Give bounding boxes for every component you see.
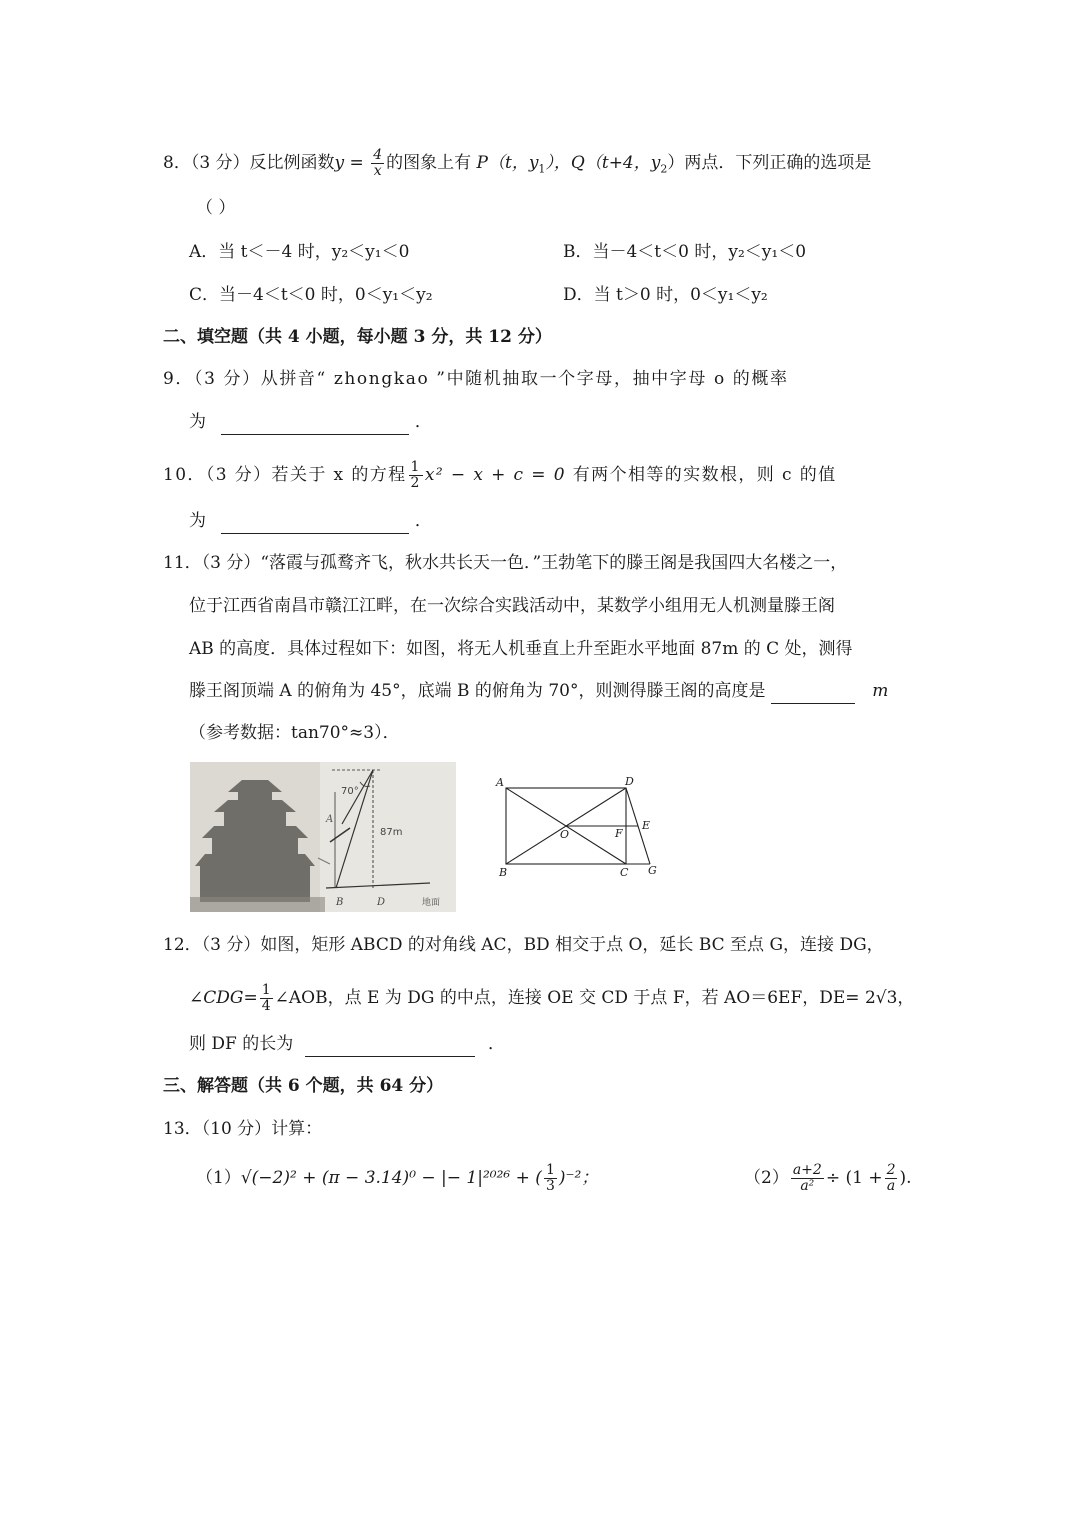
q13-p1-frac-num: 1 <box>545 1162 555 1178</box>
q10-text-c: 为 <box>189 511 206 531</box>
question-10-line1 <box>163 460 837 491</box>
q13-p2-label: （2） <box>744 1168 789 1188</box>
tengwang-pavilion-figure <box>190 762 456 912</box>
q8-option-b: B．当－4＜t＜0 时，y₂＜y₁＜0 <box>563 242 807 262</box>
q13-p2-frac-den: a² <box>800 1178 815 1194</box>
q13-p2-frac2-num: 2 <box>886 1162 896 1178</box>
q10-text-a: 10．（3 分）若关于 x 的方程 <box>163 465 407 485</box>
fig1-label-d: D <box>377 897 386 908</box>
q13-p1-fraction <box>544 1163 557 1194</box>
q13-p1-expr-a: √(−2)² + (π − 3.14)⁰ − |− 1|²⁰²⁶ + ( <box>240 1168 542 1188</box>
q8-sub2: 2 <box>660 162 668 176</box>
question-8-stem <box>163 148 871 181</box>
q13-p2-end: ). <box>899 1168 912 1188</box>
q13-p1-expr-b: )⁻²； <box>558 1168 599 1188</box>
question-13-title: 13．（10 分）计算： <box>163 1119 323 1139</box>
q8-text-a: 8．（3 分）反比例函数 <box>163 153 335 173</box>
q12-text-b: ∠AOB，点 E 为 DG 的中点，连接 OE 交 CD 于点 F，若 AO＝6EF，DE= 2√3， <box>274 988 915 1008</box>
fig2-label-e: E <box>642 819 651 832</box>
q10-equation: x² − x + c = 0 <box>424 465 566 485</box>
q10-frac-num: 1 <box>410 459 421 475</box>
fig1-label-ground: 地面 <box>422 898 441 908</box>
section-2-heading: 二、填空题（共 4 小题，每小题 3 分，共 12 分） <box>163 327 552 347</box>
section-3-heading: 三、解答题（共 6 个题，共 64 分） <box>163 1076 444 1096</box>
question-11-line2: 位于江西省南昌市赣江江畔，在一次综合实践活动中，某数学小组用无人机测量滕王阁 <box>189 596 835 616</box>
q8-option-c: C．当－4＜t＜0 时，0＜y₁＜y₂ <box>189 285 433 305</box>
q10-frac-den: 2 <box>410 475 421 491</box>
q11-text-a: 滕王阁顶端 A 的俯角为 45°，底端 B 的俯角为 70°，则测得滕王阁的高度是 <box>189 681 766 701</box>
fig2-label-d: D <box>625 775 634 788</box>
fig2-label-c: C <box>620 866 629 879</box>
q8-fraction <box>371 148 384 179</box>
q8-point-q: ），Q（t+4，y <box>545 153 661 173</box>
question-11-line5: （参考数据：tan70°≈3）． <box>189 723 400 743</box>
question-12-line1: 12．（3 分）如图，矩形 ABCD 的对角线 AC，BD 相交于点 O，延长 BC 至点 G，连接 DG， <box>163 935 884 955</box>
q13-p1-label: （1） <box>196 1168 241 1188</box>
q8-answer-paren: （ ） <box>196 198 236 218</box>
rectangle-abcd-figure <box>490 772 670 882</box>
question-12-line3 <box>189 1032 505 1057</box>
q12-angle: ∠CDG= <box>189 988 258 1008</box>
q10-answer-blank[interactable] <box>221 509 409 534</box>
q13-p2-mid: ÷ (1 + <box>825 1168 883 1188</box>
q8-frac-den: x <box>373 163 382 179</box>
fig2-label-g: G <box>648 864 657 877</box>
q12-frac-den: 4 <box>261 998 271 1014</box>
question-9-line1: 9．（3 分）从拼音“ zhongkao ”中随机抽取一个字母，抽中字母 o 的概率 <box>163 369 789 389</box>
q10-text-d: ． <box>414 511 432 531</box>
q10-text-b: 有两个相等的实数根，则 c 的值 <box>572 465 837 485</box>
q11-unit: m <box>872 681 889 701</box>
q8-sub1: 1 <box>538 162 546 176</box>
fig1-label-b: B <box>336 897 344 908</box>
q13-p2-fraction-2 <box>885 1163 898 1194</box>
q13-p2-fraction <box>791 1163 824 1194</box>
q12-frac-num: 1 <box>261 982 271 998</box>
question-10-line2 <box>189 509 432 534</box>
question-12-line2 <box>189 983 914 1014</box>
fig1-label-87m: 87m <box>380 827 403 838</box>
q12-fraction <box>260 983 273 1014</box>
q9-text-a: 为 <box>189 412 206 432</box>
q8-option-d: D．当 t＞0 时，0＜y₁＜y₂ <box>563 285 768 305</box>
q13-p2-frac2-den: a <box>886 1178 896 1194</box>
q12-text-d: ． <box>488 1034 506 1054</box>
q13-p2-frac-num: a+2 <box>792 1162 822 1178</box>
fig2-label-b: B <box>499 866 508 879</box>
fig2-label-a: A <box>496 776 504 789</box>
question-11-line3: AB 的高度．具体过程如下：如图，将无人机垂直上升至距水平地面 87m 的 C 处，测得 <box>189 639 853 659</box>
fig1-label-a: A <box>326 814 334 825</box>
fig2-label-o: O <box>560 828 570 841</box>
q12-answer-blank[interactable] <box>305 1032 475 1057</box>
pavilion-photo-svg <box>190 762 456 912</box>
q13-p1-frac-den: 3 <box>545 1178 555 1194</box>
q13-part-1 <box>196 1163 598 1194</box>
q8-text-b: 的图象上有 <box>386 153 472 173</box>
q8-option-a: A．当 t＜－4 时，y₂＜y₁＜0 <box>189 242 410 262</box>
q8-frac-num: 4 <box>373 147 383 163</box>
question-9-line2 <box>189 410 432 435</box>
fig2-label-f: F <box>615 827 623 840</box>
question-11-line1: 11．（3 分）“落霞与孤鹜齐飞，秋水共长天一色．”王勃笔下的滕王阁是我国四大名楼之一， <box>163 553 848 573</box>
q8-y-eq: y = <box>334 153 364 173</box>
q9-answer-blank[interactable] <box>221 410 409 435</box>
q11-answer-blank[interactable] <box>771 679 855 704</box>
q8-text-c: ）两点．下列正确的选项是 <box>667 153 872 173</box>
q10-fraction <box>409 460 423 491</box>
q12-text-c: 则 DF 的长为 <box>189 1034 294 1054</box>
fig1-label-70: 70° <box>341 786 359 797</box>
q13-part-2 <box>744 1163 912 1194</box>
q9-text-b: ． <box>414 412 432 432</box>
q8-point-p: P（t，y <box>476 153 539 173</box>
question-11-line4 <box>189 679 888 704</box>
